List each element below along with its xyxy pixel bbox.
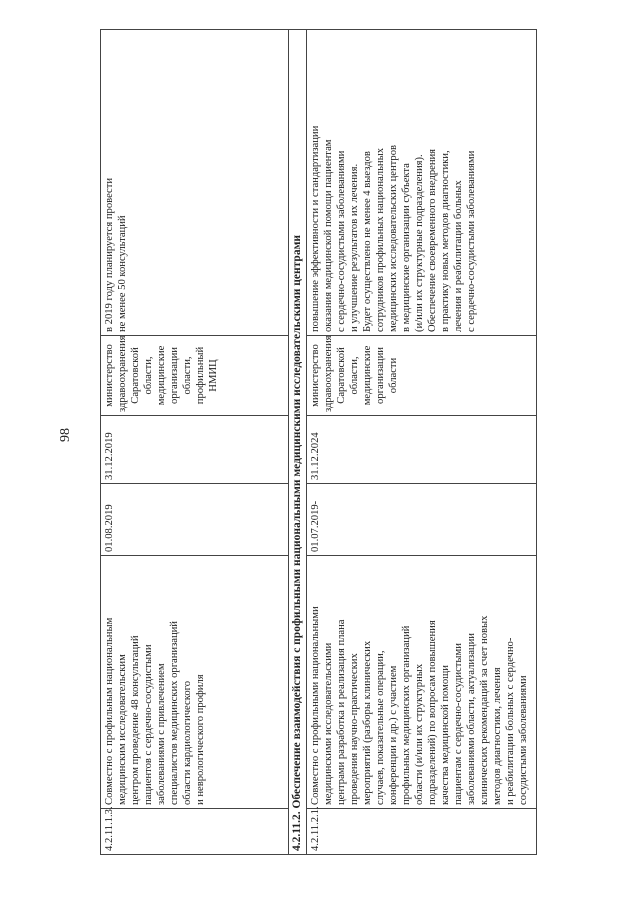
- end-date: 31.12.2019: [101, 416, 289, 484]
- text-line: организации: [375, 347, 386, 404]
- section-header-row: [289, 30, 307, 855]
- text-line: министерство: [104, 344, 115, 407]
- text-line: профильных медицинских организаций: [401, 625, 412, 805]
- text-line: области,: [182, 356, 193, 395]
- text-line: пациентов с сердечно-сосудистыми: [143, 644, 154, 805]
- text-line: медицинским исследовательским: [117, 654, 128, 805]
- expected-result: [307, 30, 537, 336]
- end-date: 31.12.2024: [307, 416, 537, 484]
- text-line: пациентам с сердечно-сосудистыми: [453, 643, 464, 805]
- rotated-page: [58, 30, 618, 855]
- text-line: центром проведение 48 консультаций: [130, 635, 141, 805]
- text-line: подразделений) по вопросам повышения: [427, 620, 438, 805]
- text-line: методов диагностики, лечения: [492, 667, 503, 805]
- text-line: в практику новых методов диагностики,: [440, 150, 451, 332]
- start-date: 01.08.2019: [101, 484, 289, 556]
- text-line: качества медицинской помощи: [440, 665, 451, 805]
- text-line: и улучшение результатов их лечения.: [349, 163, 360, 332]
- text-line: заболеваниями с привлечением: [156, 663, 167, 805]
- text-line: министерство: [310, 344, 321, 407]
- text-line: области кардиологического: [182, 681, 193, 805]
- text-line: сотрудников профильных национальных: [375, 147, 386, 332]
- text-line: медицинских исследовательских центров: [388, 144, 399, 332]
- text-line: клинических рекомендаций за счет новых: [479, 615, 490, 805]
- text-line: (и/или их структурные подразделения).: [414, 154, 425, 332]
- text-line: здравоохранения: [323, 335, 334, 412]
- text-line: центрами разработка и реализация плана: [336, 619, 347, 805]
- text-line: специалистов медицинских организаций: [169, 621, 180, 805]
- text-line: сосудистыми заболеваниями: [518, 675, 529, 805]
- row-number: 4.2.11.1.3.: [101, 809, 289, 855]
- text-line: Саратовской: [130, 347, 141, 404]
- text-line: лечения и реабилитации больных: [453, 180, 464, 332]
- text-line: в 2019 году планируется провести: [104, 177, 115, 332]
- measure-description: [101, 556, 289, 809]
- text-line: здравоохранения: [117, 335, 128, 412]
- text-line: медицинскими исследовательскими: [323, 642, 334, 805]
- page-number: 98: [58, 428, 73, 442]
- text-line: Будет осуществлено не менее 4 выездов: [362, 151, 373, 332]
- text-line: области,: [349, 356, 360, 395]
- text-line: профильный: [195, 346, 206, 405]
- measures-table: [100, 29, 537, 855]
- table-row: [307, 30, 537, 855]
- table-row: [101, 30, 289, 855]
- text-line: в медицинские организации субъекта: [401, 163, 412, 332]
- text-line: Саратовской: [336, 347, 347, 404]
- text-line: организации: [169, 347, 180, 404]
- start-date: 01.07.2019-: [307, 484, 537, 556]
- text-line: конференции и др.) с участием: [388, 665, 399, 805]
- text-line: Обеспечение своевременного внедрения: [427, 148, 438, 332]
- text-line: оказания медицинской помощи пациентам: [323, 139, 334, 332]
- expected-result: [101, 30, 289, 336]
- text-line: медицинские: [156, 345, 167, 406]
- text-line: медицинские: [362, 345, 373, 406]
- text-line: Совместно с профильными национальными: [310, 606, 321, 805]
- text-line: заболеваниями области, актуализации: [466, 633, 477, 805]
- text-line: и неврологического профиля: [195, 674, 206, 805]
- text-line: области (и/или их структурных: [414, 663, 425, 805]
- section-title: 4.2.11.2. Обеспечение взаимодействия с профильными национальными медицинскими исследовательскими центрами: [289, 30, 307, 855]
- text-line: мероприятий (разборы клинических: [362, 640, 373, 805]
- text-line: области,: [143, 356, 154, 395]
- text-line: не менее 50 консультаций: [117, 215, 128, 332]
- text-line: и реабилитации больных с сердечно-: [505, 637, 516, 805]
- text-line: с сердечно-сосудистыми заболеваниями: [336, 150, 347, 332]
- row-number: 4.2.11.2.1.: [307, 809, 537, 855]
- text-line: с сердечно-сосудистыми заболеваниями: [466, 150, 477, 332]
- text-line: области: [388, 357, 399, 394]
- measure-description: [307, 556, 537, 809]
- responsible-executors: [307, 336, 537, 416]
- text-line: случаев, показательные операции,: [375, 650, 386, 805]
- text-line: повышение эффективности и стандартизации: [310, 125, 321, 332]
- text-line: НМИЦ: [208, 359, 219, 392]
- text-line: Совместно с профильным национальным: [104, 617, 115, 805]
- text-line: проведения научно-практических: [349, 653, 360, 805]
- responsible-executors: [101, 336, 289, 416]
